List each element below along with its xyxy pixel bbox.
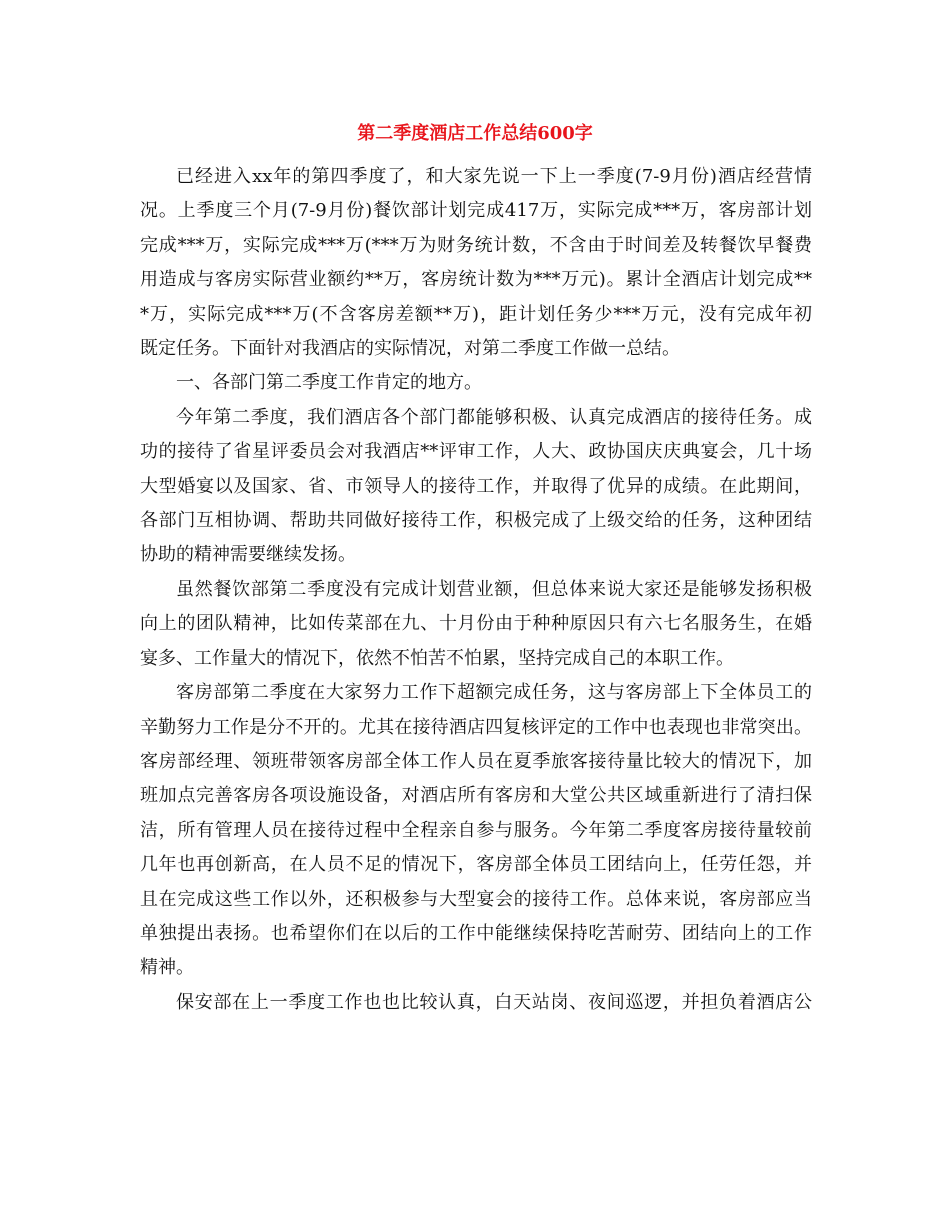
text-line: 辛勤努力工作是分不开的。尤其在接待酒店四复核评定的工作中也表现也非常突出。 — [140, 716, 812, 738]
text-line: 向上的团队精神，比如传菜部在九、十月份由于种种原因只有六七名服务生，在婚 — [140, 613, 812, 635]
text-line: 宴多、工作量大的情况下，依然不怕苦不怕累，坚持完成自己的本职工作。 — [140, 647, 734, 669]
text-line: 班加点完善客房各项设施设备，对酒店所有客房和大堂公共区域重新进行了清扫保 — [140, 785, 812, 807]
paragraph — [140, 676, 812, 986]
text-line: 今年第二季度，我们酒店各个部门都能够积极、认真完成酒店的接待任务。成 — [176, 406, 812, 428]
paragraph — [140, 986, 812, 1020]
text-line: 各部门互相协调、帮助共同做好接待工作，积极完成了上级交给的任务，这种团结 — [140, 510, 812, 532]
text-line: 协助的精神需要继续发扬。 — [140, 544, 356, 566]
text-line: 虽然餐饮部第二季度没有完成计划营业额，但总体来说大家还是能够发扬积极 — [176, 578, 812, 600]
text-line: 功的接待了省星评委员会对我酒店**评审工作，人大、政协国庆庆典宴会，几十场 — [140, 441, 812, 463]
text-line: 客房部第二季度在大家努力工作下超额完成任务，这与客房部上下全体员工的 — [176, 682, 812, 704]
text-line: 精神。 — [140, 957, 194, 979]
section-heading: 一、各部门第二季度工作肯定的地方。 — [176, 372, 482, 394]
text-line: 已经进入xx年的第四季度了，和大家先说一下上一季度(7-9月份)酒店经营情 — [176, 166, 812, 187]
text-line: 单独提出表扬。也希望你们在以后的工作中能继续保持吃苦耐劳、团结向上的工作 — [140, 922, 812, 944]
text-line: 用造成与客房实际营业额约**万，客房统计数为***万元)。累计全酒店计划完成** — [140, 269, 812, 291]
text-line: 大型婚宴以及国家、省、市领导人的接待工作，并取得了优异的成绩。在此期间， — [140, 475, 812, 497]
text-line: 既定任务。下面针对我酒店的实际情况，对第二季度工作做一总结。 — [140, 338, 680, 360]
paragraph — [140, 573, 812, 676]
document-title: 第二季度酒店工作总结600字 — [357, 123, 593, 144]
paragraph — [140, 401, 812, 573]
text-line: *万，实际完成***万(不含客房差额**万)，距计划任务少***万元，没有完成年初 — [140, 303, 812, 325]
paragraph — [140, 160, 812, 366]
document-body — [140, 160, 812, 1020]
paragraph — [140, 366, 812, 400]
text-line: 洁，所有管理人员在接待过程中全程亲自参与服务。今年第二季度客房接待量较前 — [140, 819, 812, 841]
text-line: 客房部经理、领班带领客房部全体工作人员在夏季旅客接待量比较大的情况下，加 — [140, 750, 812, 772]
text-line: 且在完成这些工作以外，还积极参与大型宴会的接待工作。总体来说，客房部应当 — [140, 888, 812, 910]
text-line: 完成***万，实际完成***万(***万为财务统计数，不含由于时间差及转餐饮早餐费 — [140, 234, 812, 256]
text-line: 几年也再创新高，在人员不足的情况下，客房部全体员工团结向上，任劳任怨，并 — [140, 854, 812, 876]
text-line: 况。上季度三个月(7-9月份)餐饮部计划完成417万，实际完成***万，客房部计划 — [140, 200, 812, 222]
text-line: 保安部在上一季度工作也也比较认真，白天站岗、夜间巡逻，并担负着酒店公 — [176, 991, 812, 1013]
